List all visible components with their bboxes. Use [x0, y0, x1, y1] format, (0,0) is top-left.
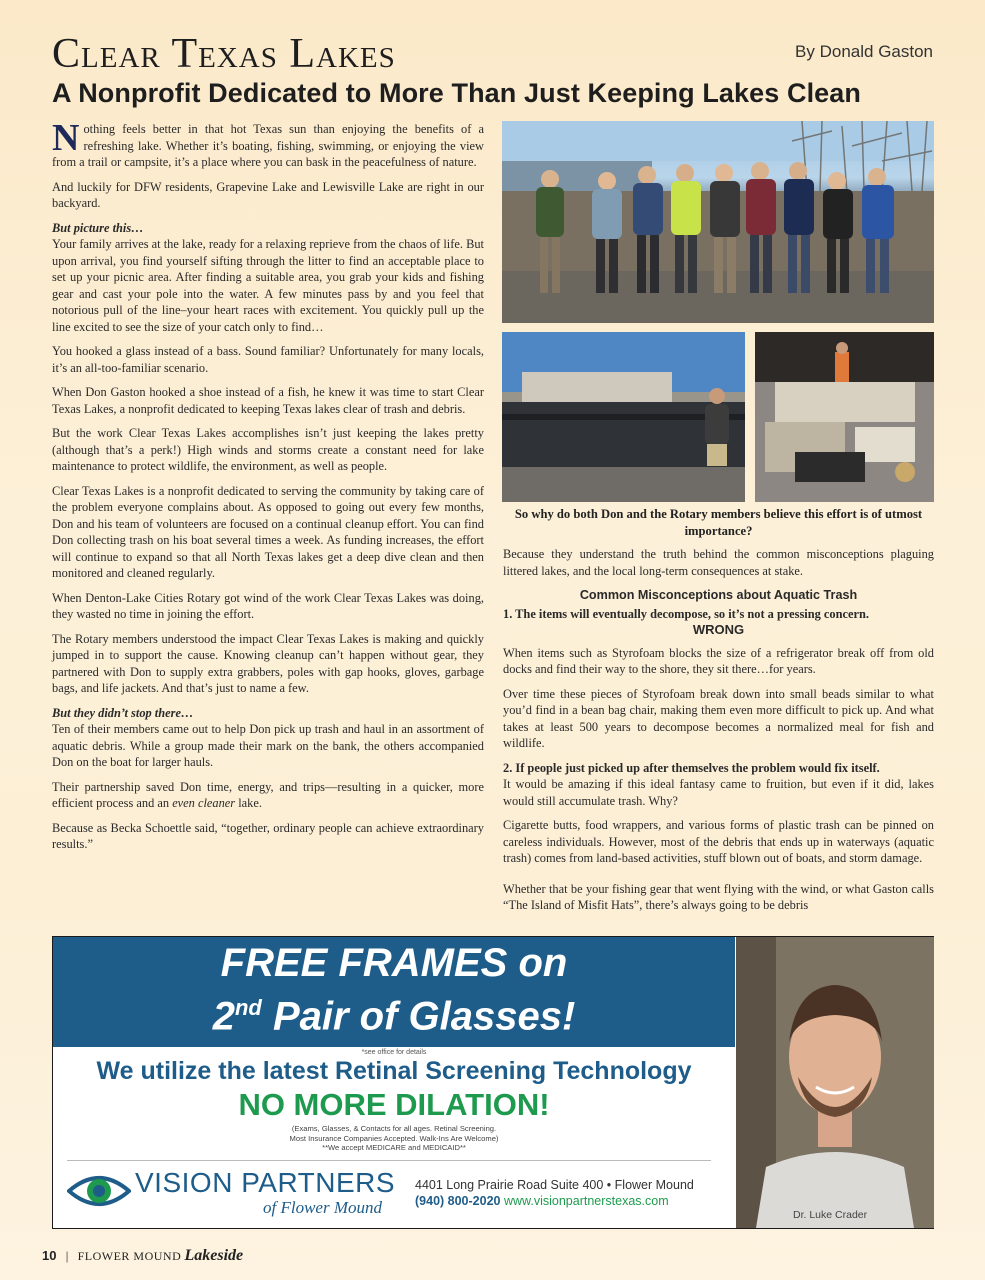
left-column	[52, 117, 484, 861]
vision-partners-logo	[67, 1165, 407, 1223]
doctor-name: Dr. Luke Crader	[793, 1209, 868, 1221]
section-heading: But they didn’t stop there…	[52, 705, 194, 720]
page-number: 10	[42, 1248, 57, 1263]
ad-no-dilation: NO MORE DILATION!	[238, 1087, 550, 1122]
paragraph: Ten of their members came out to help Don pick up trash and haul in an assortment of aquatic debris. While a group made their mark on the bank, the others accompanied Don on the boat for larger hauls.	[52, 722, 484, 769]
paragraph: Clear Texas Lakes is a nonprofit dedicated to serving the community by taking care of the problem everyone complains about. As opposed to going out every few months, Don and his team of volunteers are focused on a continual cleanup effort. You can find Don collecting trash on his boat several times a week. As funding increases, the effort will continue to expand so that all North Texas lakes get a deep dive clean and then monitored and cleaned regularly.	[52, 483, 484, 580]
article-subtitle: A Nonprofit Dedicated to More Than Just Keeping Lakes Clean	[52, 78, 862, 108]
brand-subtitle: of Flower Mound	[263, 1198, 382, 1217]
misconception-heading	[503, 606, 934, 623]
paragraph: The Rotary members understood the impact Clear Texas Lakes is making and quickly jumped in to support the cause. Knowing cleanup can’t happen without gear, they partnered with Don to supply extra grabbers, poles with gap hooks, gloves, garbage bags, and life jackets. And that’s just to name a few.	[52, 631, 484, 695]
page-footer	[42, 1247, 243, 1265]
ad-headline-2	[53, 986, 735, 1038]
ad-banner	[53, 937, 735, 1047]
photo-caption: So why do both Don and the Rotary members believe this effort is of utmost importance?	[514, 507, 923, 538]
paragraph: When Don Gaston hooked a shoe instead of a fish, he knew it was time to start Clear Texas Lakes, a nonprofit dedicated to keeping Texas lakes clear of trash and debris.	[52, 385, 484, 416]
brand-name: VISION PARTNERS	[135, 1167, 396, 1198]
paragraph: Because they understand the truth behind the common misconceptions plaguing littered lakes, and the local long-term consequences at stake.	[503, 547, 934, 578]
ad-details	[53, 1124, 735, 1153]
paragraph: When Denton-Lake Cities Rotary got wind of the work Clear Texas Lakes was doing, they wasted no time in joining the effort.	[52, 590, 484, 621]
ad-details-line: Most Insurance Companies Accepted. Walk-Ins Are Welcome)	[289, 1133, 499, 1143]
misconception-text: 1. The items will eventually decompose, so it’s not a pressing concern.	[503, 606, 869, 621]
paragraph: Your family arrives at the lake, ready for a relaxing reprieve from the chaos of life. But upon arrival, you find yourself sifting through the litter to find an acceptable place to set up your picnic area. After finding a suitable area, you grab your kids and fishing gear and cast your pole into the water. A few minutes pass by and you feel that notorious pull of the line–your heart races with excitement. You quickly pull up the line excited to see the size of your catch only to find…	[52, 237, 484, 334]
paragraph: When items such as Styrofoam blocks the size of a refrigerator break off from old docks and find their way to the shore, they sit there…for years.	[503, 645, 934, 676]
eye-icon	[67, 1169, 131, 1213]
magazine-edition: Lakeside	[184, 1247, 244, 1264]
paragraph-text: lake.	[235, 796, 262, 810]
ad-address: 4401 Long Prairie Road Suite 400 • Flower Mound	[415, 1178, 694, 1192]
ad-technology-line: We utilize the latest Retinal Screening Technology	[96, 1057, 692, 1085]
ad-fine-print: *see office for details	[361, 1049, 427, 1056]
misconception-heading	[503, 760, 934, 777]
paragraph: But the work Clear Texas Lakes accomplishes isn’t just keeping the lakes pretty (although that’s a perk!) High winds and storms create a constant need for lake maintenance to protect wildlife, the environment, as well as people.	[52, 426, 484, 473]
ad-contact	[415, 1194, 669, 1208]
paragraph	[52, 117, 484, 171]
paragraph: Cigarette butts, food wrappers, and various forms of plastic trash can be pinned on careless individuals. However, most of the debris that ends up in waterways (aquatic trash) comes from land-based activities, stuff blown out of boats, and storm damage.	[503, 818, 934, 865]
section-heading: Common Misconceptions about Aquatic Trash	[579, 588, 858, 602]
section-heading: But picture this…	[52, 220, 144, 235]
ad-headline: FREE FRAMES on	[220, 941, 568, 985]
paragraph: Over time these pieces of Styrofoam break down into small beads similar to what you’d find in a bean bag chair, making them even more difficult to pick up. And what takes at least 500 years to decompose becomes a normalized meal for fish and wildlife.	[503, 686, 934, 750]
ad-details-line: (Exams, Glasses, & Contacts for all ages. Retinal Screening.	[291, 1124, 497, 1133]
right-column	[503, 546, 934, 922]
paragraph: It would be amazing if this ideal fantasy came to fruition, but even if it did, lakes would still accumulate trash. Why?	[503, 777, 934, 808]
dropcap: N	[52, 117, 80, 159]
collected-debris-photo	[755, 332, 934, 502]
byline: By Donald Gaston	[795, 42, 933, 61]
paragraph: And luckily for DFW residents, Grapevine Lake and Lewisville Lake are right in our backyard.	[52, 179, 484, 210]
ad-divider	[67, 1160, 711, 1161]
vision-partners-ad[interactable]	[52, 936, 934, 1229]
paragraph: Because as Becka Schoettle said, “together, ordinary people can achieve extraordinary results.”	[52, 820, 484, 851]
paragraph: Whether that be your fishing gear that went flying with the wind, or what Gaston calls “The Island of Misfit Hats”, there’s always going to be debris	[503, 881, 934, 912]
cleanup-boat-photo	[502, 332, 745, 502]
emphasis-text: even cleaner	[172, 796, 236, 810]
footer-separator: |	[65, 1248, 69, 1263]
ad-headline-suffix: nd	[234, 995, 262, 1020]
paragraph-text: Their partnership saved Don time, energy, and trips—resulting in a quicker, more efficient process and an	[52, 779, 484, 810]
wrong-label: WRONG	[692, 622, 745, 637]
paragraph-text: othing feels better in that hot Texas sun than enjoying the benefits of a refreshing lake. Whether it’s boating, fishing, swimming, or enjoying the view from a trail or campsite, it’s a place where you can bask in the peacefulness of nature.	[52, 122, 484, 169]
magazine-name: FLOWER MOUND	[77, 1249, 182, 1263]
paragraph	[52, 779, 484, 812]
ad-headline-text: Pair of Glasses!	[261, 994, 576, 1039]
article-title: Clear Texas Lakes	[52, 31, 396, 77]
ad-headline-number: 2	[212, 994, 235, 1039]
doctor-portrait	[736, 937, 934, 1228]
volunteers-group-photo	[502, 121, 934, 323]
paragraph: You hooked a glass instead of a bass. Sound familiar? Unfortunately for many locals, it’s an all-too-familiar scenario.	[52, 344, 484, 375]
misconception-text: 2. If people just picked up after themselves the problem would fix itself.	[503, 760, 880, 775]
ad-details-line: **We accept MEDICARE and MEDICAID**	[322, 1143, 466, 1152]
ad-phone[interactable]: (940) 800-2020	[415, 1194, 501, 1208]
ad-website-link[interactable]: www.visionpartnerstexas.com	[503, 1194, 669, 1208]
